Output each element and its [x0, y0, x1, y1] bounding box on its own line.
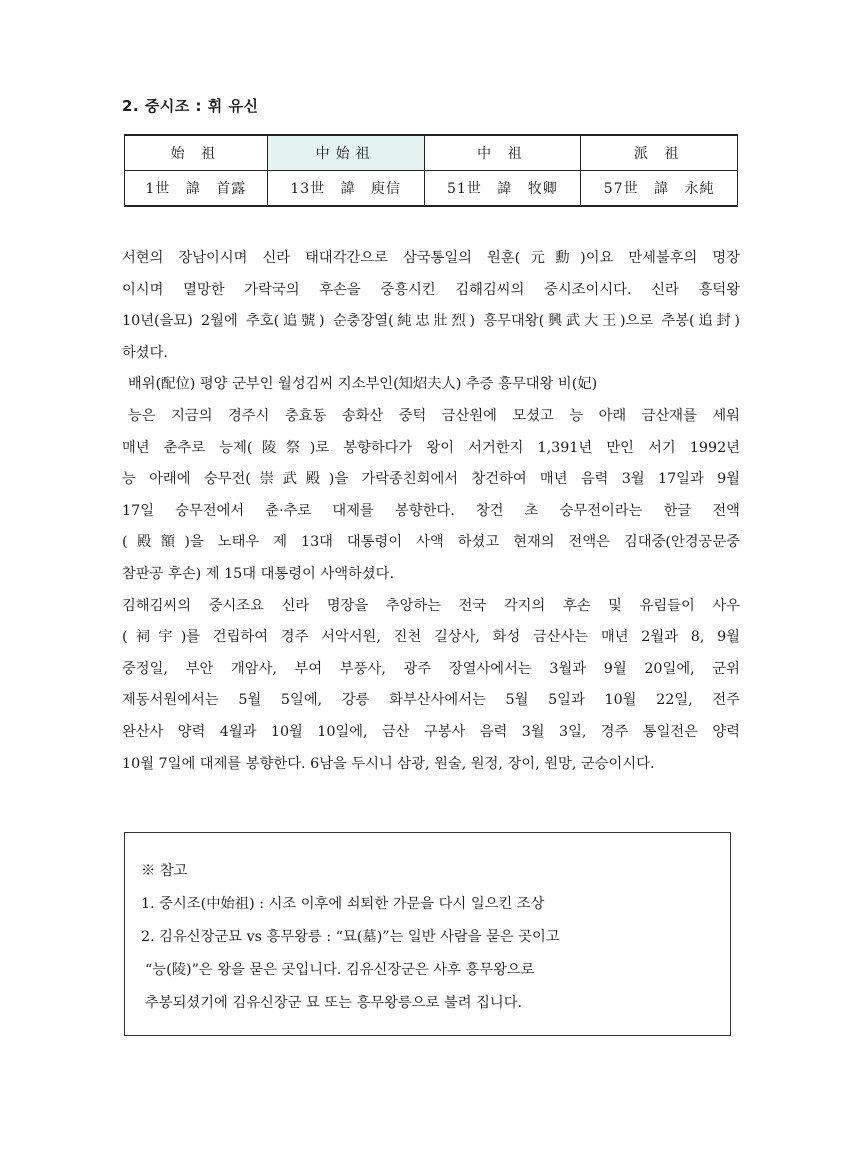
cell-middle-ancestor: 51世 諱 牧卿	[424, 171, 581, 207]
header-middle-ancestor: 中 祖	[424, 135, 581, 171]
body-line: (殿額)을 노태우 제 13대 대통령이 사액 하셨고 현재의 전액은 김대중(안경공문중	[122, 534, 740, 551]
body-line: 능은 지금의 경주시 충효동 송화산 중턱 금산원에 모셨고 능 아래 금산재를 세워	[128, 407, 740, 424]
table-row	[125, 171, 738, 207]
cell-founder: 1世 諱 首露	[125, 171, 268, 207]
body-line: 배위(配位) 평양 군부인 월성김씨 지소부인(知炤夫人) 추증 흥무대왕 비(妃)	[128, 376, 598, 393]
body-line: 매년 춘추로 능제(陵祭)로 봉향하다가 왕이 서거한지 1,391년 만인 서기 1992년	[122, 439, 740, 456]
header-middle-founder: 中始祖	[267, 135, 424, 171]
reference-note-box	[124, 832, 731, 1036]
header-founder: 始 祖	[125, 135, 268, 171]
note-line: 추봉되셨기에 김유신장군 묘 또는 흥무왕릉으로 불려 집니다.	[145, 995, 523, 1011]
body-line: 17일 숭무전에서 춘·추로 대제를 봉향한다. 창건 초 숭무전이라는 한글 전액	[122, 502, 740, 519]
body-line: 김해김씨의 중시조요 신라 명장을 추앙하는 전국 각지의 후손 및 유림들이 사우	[122, 597, 740, 614]
body-line: 중정일, 부안 개암사, 부여 부풍사, 광주 장열사에서는 3월과 9월 20일에, 군위	[122, 660, 740, 677]
cell-middle-founder: 13世 諱 庾信	[267, 171, 424, 207]
note-line: 1. 중시조(中始祖) : 시조 이후에 쇠퇴한 가문을 다시 일으킨 조상	[141, 896, 545, 912]
section-heading: 2. 중시조 : 휘 유신	[122, 97, 259, 115]
body-line: 제동서원에서는 5월 5일에, 강릉 화부산사에서는 5월 5일과 10월 22일, 전주	[122, 692, 740, 709]
note-line: 2. 김유신장군묘 vs 흥무왕릉 : “묘(墓)”는 일반 사람을 묻은 곳이고	[141, 929, 560, 945]
body-line: 이시며 멸망한 가락국의 후손을 중흥시킨 김해김씨의 중시조이시다. 신라 흥덕왕	[122, 281, 740, 298]
body-line: 하셨다.	[122, 344, 168, 361]
lineage-table	[124, 134, 738, 207]
note-title: ※ 참고	[141, 863, 188, 879]
cell-branch-founder: 57世 諱 永純	[581, 171, 738, 207]
body-line: 참판공 후손) 제 15대 대통령이 사액하셨다.	[122, 565, 395, 582]
header-branch-founder: 派 祖	[581, 135, 738, 171]
body-line: 능 아래에 숭무전(崇武殿)을 가락종친회에서 창건하여 매년 음력 3월 17일과 9월	[122, 471, 740, 488]
body-line: 10년(을묘) 2월에 추호(追號) 순충장열(純忠壯烈) 흥무대왕(興武大王)으로 추봉(追封)	[122, 313, 740, 330]
body-line: 서현의 장남이시며 신라 태대각간으로 삼국통일의 원훈(元勳)이요 만세불후의 명장	[122, 250, 740, 266]
body-line: 10월 7일에 대제를 봉향한다. 6남을 두시니 삼광, 원술, 원정, 장이, 원망, 군승이시다.	[122, 755, 655, 772]
body-line: 완산사 양력 4월과 10월 10일에, 금산 구봉사 음력 3월 3일, 경주 통일전은 양력	[122, 723, 740, 740]
table-header-row	[125, 135, 738, 171]
body-text	[122, 243, 740, 780]
note-line: “능(陵)”은 왕을 묻은 곳입니다. 김유신장군은 사후 흥무왕으로	[145, 962, 535, 978]
body-line: (祠宇)를 건립하여 경주 서악서원, 진천 길상사, 화성 금산사는 매년 2월과 8, 9월	[122, 629, 740, 646]
